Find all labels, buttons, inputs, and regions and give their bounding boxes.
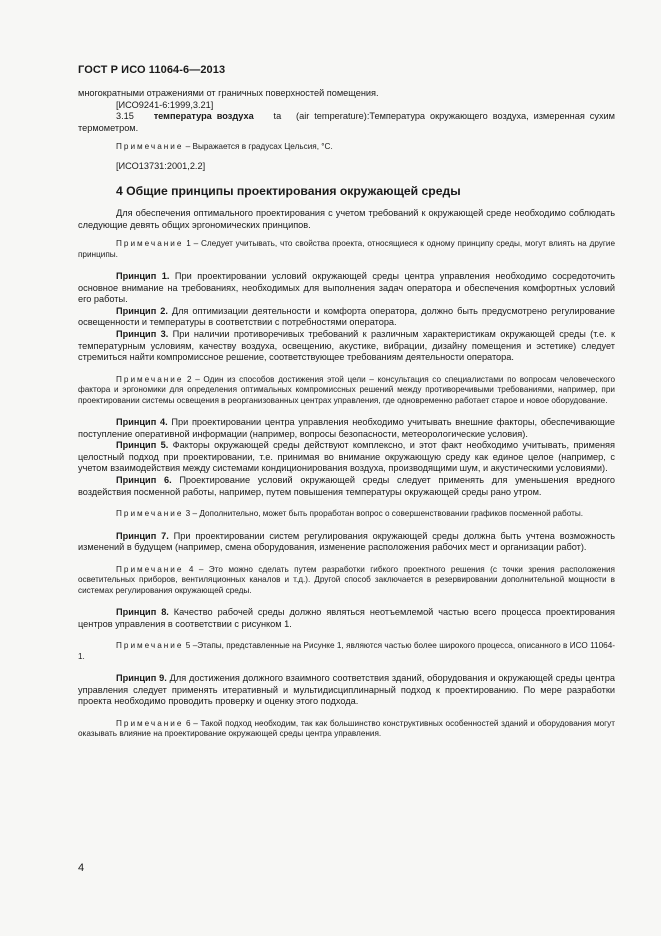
principle-text: При проектировании центра управления необходимо учитывать внешние факторы, обеспечивающие поступление оперативной информации (например, вопросы безопасности, метеорологические условия).: [78, 416, 615, 439]
note: [78, 509, 615, 519]
term-number: 3.15: [116, 111, 134, 122]
principle-paragraph: [78, 440, 615, 475]
section-heading: 4 Общие принципы проектирования окружающей среды: [116, 184, 461, 199]
page-header: ГОСТ Р ИСО 11064-6—2013: [78, 64, 226, 76]
note-label: Примечание: [116, 142, 184, 152]
note: [78, 565, 615, 596]
note-text: 4 – Это можно сделать путем разработки гибкого проектного решения (с точки зрения расположения осветительных приборов, вентиляционных каналов и т.д.). Другой способ заключается в резервировании дополнительной мощности в системах регулирования окружающей среды.: [78, 564, 615, 595]
reference-citation: [ИСО9241-6:1999,3.21]: [116, 99, 214, 110]
note-text: 5 –Этапы, представленные на Рисунке 1, являются частью более широкого процесса, описанного в ИСО 11064-1.: [78, 641, 615, 661]
note-label: Примечание: [116, 509, 184, 519]
page-content: [78, 88, 615, 740]
principle-label: Принцип 4.: [116, 416, 168, 427]
principle-label: Принцип 1.: [116, 270, 170, 281]
continued-text: многократными отражениями от граничных поверхностей помещения.: [78, 88, 379, 98]
principle-paragraph: [78, 271, 615, 306]
principle-text: При проектировании условий окружающей среды центра управления необходимо сосредоточить основное внимание на требованиях, необходимых для выполнения задач оператора и обеспечения комфортных условий его работы.: [78, 270, 615, 305]
principle-paragraph: [78, 306, 615, 329]
principle-label: Принцип 9.: [116, 672, 167, 683]
principle-text: Для оптимизации деятельности и комфорта оператора, должно быть предусмотрено регулирование освещенности и температуры в соответствии с потребностями оператора.: [78, 305, 616, 328]
note-text: 3 – Дополнительно, может быть проработан вопрос о совершенствовании графиков посменной работы.: [183, 509, 584, 519]
note-label: Примечание: [116, 374, 184, 384]
principle-paragraph: [78, 673, 615, 708]
principle-label: Принцип 5.: [116, 440, 169, 451]
note-label: Примечание: [116, 718, 184, 728]
principle-paragraph: [78, 607, 615, 630]
note-text: 6 – Такой подход необходим, так как большинство конструктивных особенностей зданий и оборудования могут оказывать влияние на проектирование окружающей среды центра управления.: [78, 718, 615, 739]
principle-text: Для достижения должного взаимного соответствия зданий, оборудования и окружающей среды центра управления следует применять итеративный и мультидисциплинарный подход к проектированию. По мере разработки проекта необходимо проводить проверку и оценку этого подхода.: [78, 672, 615, 707]
note: [78, 375, 615, 406]
note: [78, 641, 615, 662]
term-text: (air temperature):Температура окружающего воздуха, измеренная сухим термометром.: [78, 111, 615, 133]
principle-text: При проектировании систем регулирования окружающей среды должна быть учтена возможность изменений в будущем (например, смена оборудования, изменение расположения рабочих мест и организации работ).: [78, 530, 615, 553]
reference-citation: [ИСО13731:2001,2.2]: [116, 160, 206, 171]
principle-paragraph: [78, 329, 615, 364]
term-symbol: ta: [273, 111, 282, 122]
note-label: Примечание: [116, 239, 184, 249]
principle-text: Качество рабочей среды должно являться неотъемлемой частью всего процесса проектирования центров управления в соответствии с рисунком 1.: [78, 606, 615, 629]
term-title: температура воздуха: [153, 111, 254, 122]
note-text: 1 – Следует учитывать, что свойства проекта, относящиеся к одному принципу среды, могут влиять на другие принципы.: [78, 239, 615, 259]
principle-text: Проектирование условий окружающей среды следует применять для уменьшения вредного воздействия посменной работы, например, путем повышения температуры окружающей среды рано утром.: [78, 474, 615, 497]
term-definition: [78, 111, 615, 134]
principle-label: Принцип 3.: [116, 328, 169, 339]
note-text: – Выражается в градусах Цельсия, °С.: [183, 142, 333, 152]
note-label: Примечание: [116, 641, 184, 651]
note: [78, 239, 615, 260]
note: [78, 142, 615, 152]
principle-text: При наличии противоречивых требований к различным характеристикам окружающей среды (т.е. к температурным условиям, качеству воздуха, освещению, акустике, вибрации, дизайну помещения и эстетике) следует стремиться найти компромиссное решение, соответствующее требованиям деятельности оператора.: [78, 328, 615, 363]
principle-label: Принцип 7.: [116, 530, 169, 541]
principle-paragraph: [78, 475, 615, 498]
principle-text: Факторы окружающей среды действуют комплексно, и этот факт необходимо учитывать, применяя целостный подход при проектировании, т.е. принимая во внимание окружающую среду как единое целое (например, с учетом взаимодействия между системами кондиционирования воздуха, производящими шум, и акустическими условиями).: [78, 440, 615, 474]
principle-label: Принцип 2.: [116, 305, 168, 316]
intro-paragraph: Для обеспечения оптимального проектирования с учетом требований к окружающей среде необходимо соблюдать следующие девять общих эргономических принципов.: [78, 207, 615, 230]
note-text: 2 – Один из способов достижения этой цели – консультация со специалистами по вопросам человеческого фактора и эргономики для определения оптимальных компромиссных решений между противоречивыми требованиями, например, при проектировании системы освещения в реорганизованных центрах управления, где одновременно работает старое и новое оборудование.: [78, 374, 615, 405]
principle-paragraph: [78, 531, 615, 554]
principle-label: Принцип 6.: [116, 474, 172, 485]
note-label: Примечание: [116, 564, 184, 574]
principle-paragraph: [78, 417, 615, 440]
page-number: 4: [78, 862, 85, 874]
note: [78, 719, 615, 740]
principle-label: Принцип 8.: [116, 606, 169, 617]
